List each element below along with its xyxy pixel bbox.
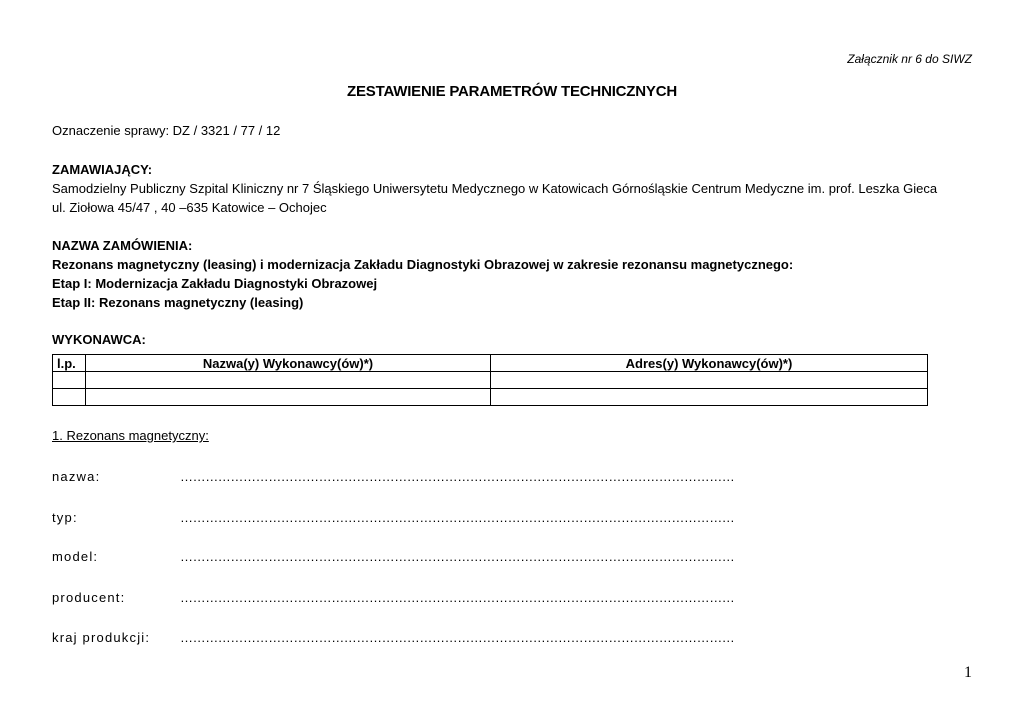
order-name-line-1: Rezonans magnetyczny (leasing) i modernizacja Zakładu Diagnostyki Obrazowej w zakresie rezonansu magnetycznego: (52, 257, 794, 272)
column-header-name: Nazwa(y) Wykonawcy(ów)*) (86, 355, 491, 372)
field-fill-producent[interactable]: …………………………………………………………………………………………………………………… (180, 590, 735, 605)
contractor-label: WYKONAWCA: (52, 332, 146, 347)
contractor-table (52, 354, 928, 406)
annex-label: Załącznik nr 6 do SIWZ (847, 52, 972, 66)
case-reference: Oznaczenie sprawy: DZ / 3321 / 77 / 12 (52, 123, 281, 138)
ordering-party-name: Samodzielny Publiczny Szpital Kliniczny nr 7 Śląskiego Uniwersytetu Medycznego w Katowicach Górnośląskie Centrum Medyczne im. prof. Leszka Gieca (52, 181, 938, 196)
section-title: 1. Rezonans magnetyczny: (52, 428, 209, 443)
table-cell[interactable] (491, 389, 928, 406)
table-cell[interactable] (53, 372, 86, 389)
field-fill-nazwa[interactable]: …………………………………………………………………………………………………………………… (180, 469, 735, 484)
table-row (53, 389, 928, 406)
page-number: 1 (964, 664, 972, 681)
field-label-kraj-produkcji: kraj produkcji: (52, 630, 151, 645)
field-label-nazwa: nazwa: (52, 469, 101, 484)
table-cell[interactable] (491, 372, 928, 389)
ordering-party-address: ul. Ziołowa 45/47 , 40 –635 Katowice – Ochojec (52, 200, 327, 215)
table-cell[interactable] (53, 389, 86, 406)
field-label-typ: typ: (52, 510, 78, 525)
ordering-party-label: ZAMAWIAJĄCY: (52, 162, 153, 177)
table-cell[interactable] (86, 389, 491, 406)
column-header-address: Adres(y) Wykonawcy(ów)*) (491, 355, 928, 372)
field-fill-model[interactable]: …………………………………………………………………………………………………………………… (180, 549, 735, 564)
field-fill-typ[interactable]: …………………………………………………………………………………………………………………… (180, 510, 735, 525)
order-name-stage-1: Etap I: Modernizacja Zakładu Diagnostyki Obrazowej (52, 276, 378, 291)
table-header-row (53, 355, 928, 372)
column-header-lp: l.p. (53, 355, 86, 372)
field-fill-kraj-produkcji[interactable]: …………………………………………………………………………………………………………………… (180, 630, 735, 645)
table-row (53, 372, 928, 389)
order-name-label: NAZWA ZAMÓWIENIA: (52, 238, 193, 253)
order-name-stage-2: Etap II: Rezonans magnetyczny (leasing) (52, 295, 304, 310)
field-label-model: model: (52, 549, 99, 564)
page-title: ZESTAWIENIE PARAMETRÓW TECHNICZNYCH (347, 83, 677, 100)
field-label-producent: producent: (52, 590, 126, 605)
table-cell[interactable] (86, 372, 491, 389)
